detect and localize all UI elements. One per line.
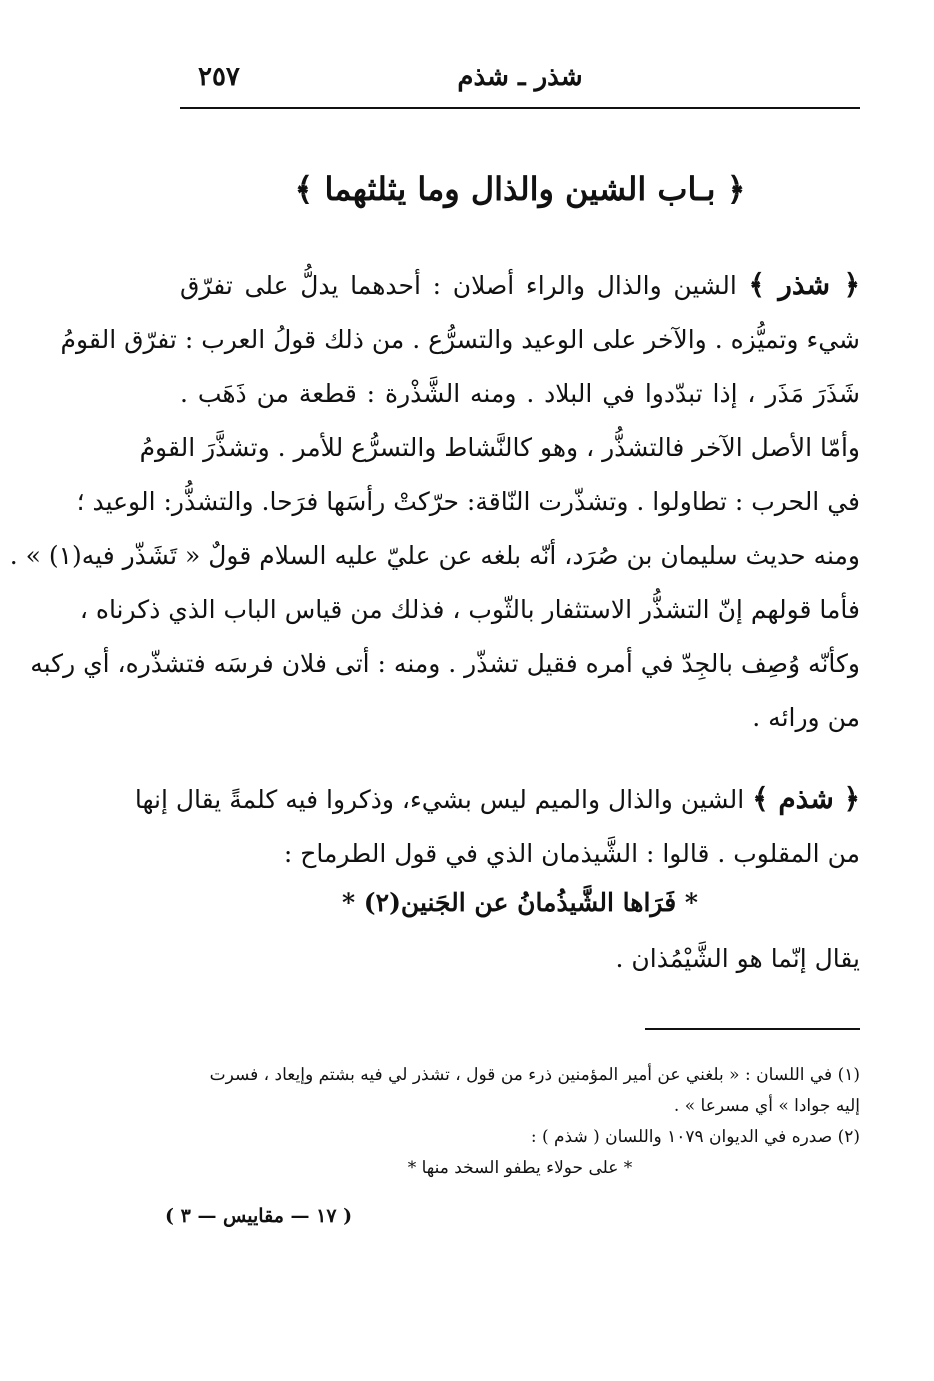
headword-shadhar: ﴿ شذر ﴾ bbox=[748, 268, 860, 301]
entry-line: فأما قولهم إنّ التشذُّر الاستثفار بالثّوب ، فذلك من قياس الباب الذي ذكرناه ، bbox=[79, 595, 860, 624]
entry-line: في الحرب : تطاولوا . وتشذّرت النّاقة: حرّكتْ رأسَها فرَحا. والتشذُّر: الوعيد ؛ bbox=[76, 487, 860, 516]
footnotes bbox=[180, 1060, 860, 1184]
entry-line: شَذَرَ مَذَر ، إذا تبدّدوا في البلاد . ومنه الشَّذْرة : قطعة من ذَهَب . bbox=[180, 379, 860, 408]
entry-shadhar bbox=[9, 258, 860, 745]
header-rule bbox=[180, 107, 860, 109]
entry-line: وكأنّه وُصِف بالجِدّ في أمره فقيل تشذّر . ومنه : أتى فلان فرسَه فتشذّره، أي ركبه bbox=[30, 649, 860, 678]
entry-line: من المقلوب . قالوا : الشَّيذمان الذي في قول الطرماح : bbox=[283, 839, 860, 868]
entry-line: شيء وتميُّزه . والآخر على الوعيد والتسرُّع . من ذلك قولُ العرب : تفرّق القومُ bbox=[60, 325, 860, 354]
page-header bbox=[180, 62, 860, 102]
entry-line: من ورائه . bbox=[752, 703, 860, 732]
after-verse-line: يقال إنّما هو الشَّيْمُذان . bbox=[615, 944, 860, 973]
headword-shadham: ﴿ شذم ﴾ bbox=[752, 782, 860, 815]
entry-text: الشين والذال والراء أصلان : أحدهما يدلُّ على تفرّق bbox=[180, 271, 737, 300]
entry-line: وأمّا الأصل الآخر فالتشذُّر ، وهو كالنَّشاط والتسرُّع للأمر . وتشذَّرَ القومُ bbox=[139, 433, 860, 462]
entry-line bbox=[180, 258, 860, 313]
footnote-line: إليه جوادا » أي مسرعا » . bbox=[673, 1096, 860, 1116]
footnote-line: (٢) صدره في الديوان ١٠٧٩ واللسان ( شذم ) : bbox=[530, 1127, 860, 1147]
footnote-verse: * على حولاء يطفو السخد منها * bbox=[407, 1158, 633, 1178]
footnote-line: (١) في اللسان : « بلغني عن أمير المؤمنين ذرء من قول ، تشذر لي فيه بشتم وإيعاد ، فسرت bbox=[209, 1065, 860, 1085]
verse-line: * فَرَاها الشَّيذُمانُ عن الجَنين(٢) * bbox=[342, 888, 698, 917]
page-number: ٢٥٧ bbox=[198, 62, 240, 92]
entry-line: ومنه حديث سليمان بن صُرَد، أنّه بلغه عن عليّ عليه السلام قولٌ « تَشَذّر فيه(١) » . bbox=[9, 541, 860, 570]
running-title: شذر ـ شذم bbox=[457, 62, 583, 92]
chapter-heading: ﴿ بـاب الشين والذال وما يثلثهما ﴾ bbox=[294, 170, 746, 208]
entry-text: الشين والذال والميم ليس بشيء، وذكروا فيه كلمةً يقال إنها bbox=[134, 785, 745, 814]
footnote-rule bbox=[645, 1028, 860, 1030]
printer-signature: ( ١٧ — مقاييس — ٣ ) bbox=[165, 1205, 353, 1227]
entry-shadham bbox=[134, 772, 860, 881]
entry-line bbox=[134, 772, 860, 827]
